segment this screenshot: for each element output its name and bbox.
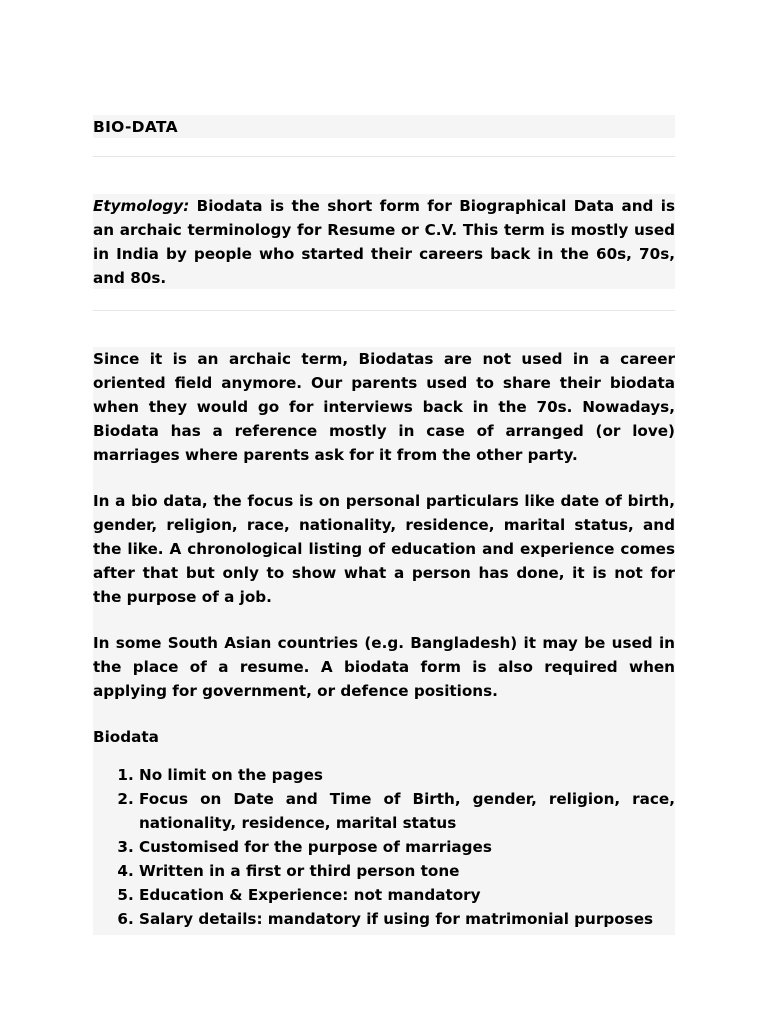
etymology-section bbox=[93, 194, 675, 289]
list-item: 4. Written in a first or third person tone bbox=[139, 859, 675, 883]
etymology-text: Biodata is the short form for Biographical Data and is an archaic terminology for Resume or C.V. This term is mostly used in India by people who started their careers back in the 60s, 70s, and 80s. bbox=[93, 197, 675, 287]
list-item: 2. Focus on Date and Time of Birth, gender, religion, race, nationality, residence, marital status bbox=[139, 787, 675, 835]
divider bbox=[93, 156, 675, 157]
biodata-list bbox=[93, 763, 675, 931]
list-item: 1. No limit on the pages bbox=[139, 763, 675, 787]
body-paragraph: Since it is an archaic term, Biodatas are not used in a career oriented field anymore. Our parents used to share their biodata when they would go for interviews back in the 70s. Nowadays, Biodata has a reference mostly in case of arranged (or love) marriages where parents ask for it from the other party. bbox=[93, 350, 675, 464]
list-item: 3. Customised for the purpose of marriages bbox=[139, 835, 675, 859]
body-paragraph: In a bio data, the focus is on personal particulars like date of birth, gender, religion, race, nationality, residence, marital status, and the like. A chronological listing of education and experience comes after that but only to show what a person has done, it is not for the purpose of a job. bbox=[93, 492, 675, 606]
main-section bbox=[93, 347, 675, 935]
section-subheading: Biodata bbox=[93, 728, 159, 746]
etymology-label: Etymology: bbox=[93, 197, 190, 215]
etymology-paragraph bbox=[93, 194, 675, 290]
list-item: 5. Education & Experience: not mandatory bbox=[139, 883, 675, 907]
list-item: 6. Salary details: mandatory if using for matrimonial purposes bbox=[139, 907, 675, 931]
page-title: BIO-DATA bbox=[93, 115, 675, 138]
body-paragraph: In some South Asian countries (e.g. Bangladesh) it may be used in the place of a resume. A biodata form is also required when applying for government, or defence positions. bbox=[93, 634, 675, 700]
divider bbox=[93, 310, 675, 311]
